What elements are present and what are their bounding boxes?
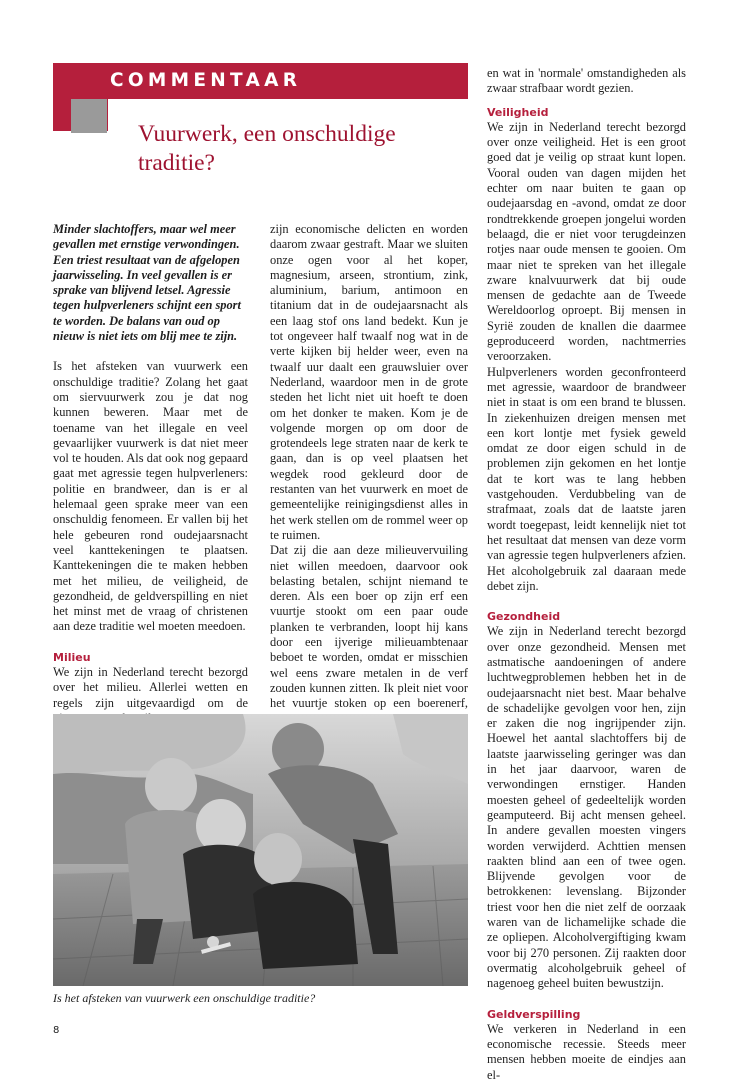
subheading-geldverspilling: Geldverspilling	[487, 1007, 581, 1021]
body-paragraph: zijn economische delicten en worden daarom zwaar gestraft. Maar we sluiten onze ogen voor al het koper, magnesium, arseen, strontium, zink, aluminium, barium, antimoon en titanium dat in de oudejaarsnacht als een laag stof ons land bedekt. Kun je tot ongeveer half twaalf nog wat in de verte kijken bij helder weer, even na twaalf uur daalt een grauwsluier over Nederland, waardoor men in de grote steden het licht niet uit hoeft te doen om het donker te maken. Kom je de volgende morgen op om door de grotendeels lege straten naar de kerk te gaan, dan is op veel plaatsen het wegdek rood gekleurd door de restanten van het vuurwerk en moet de gemeentelijke reinigingsdienst alles in het werk stellen om de rommel weer op te ruimen.	[270, 222, 468, 542]
body-paragraph: We zijn in Nederland terecht bezorgd over het milieu. Allerlei wetten en regels zijn uitgevaardigd om de	[53, 665, 248, 710]
article-photo	[53, 714, 468, 986]
body-paragraph: We zijn in Nederland terecht bezorgd over onze gezondheid. Mensen met astmatische aandoeningen of andere luchtwegproblemen hebben het in de oudejaarsnacht niet best. Maar behalve de schadelijke gevolgen voor hen, zijn er zaken die nog ingrijpender zijn. Hoewel het aantal slachtoffers bij de laatste jaarwisseling geringer was dan in het jaar daarvoor, waren de verwondingen ernstiger. Handen moesten geheel of gedeeltelijk worden geamputeerd. Bij acht mensen geheel. In andere gevallen moesten vingers worden verwijderd. Achttien mensen raakten blind aan een of twee ogen. Blijvende gevolgen voor de betrokkenen: levenslang. Bijzonder triest voor hen die niet zelf de oorzaak waren van de lichamelijke schade die ze opliepen. Alcoholvergiftiging kwam voor bij 270 personen. Zij raakten door overmatig alcoholgebruik geheel of nagenoeg geheel buiten bewustzijn.	[487, 624, 686, 991]
subheading-milieu: Milieu	[53, 650, 91, 664]
body-paragraph: en wat in 'normale' omstandigheden als zwaar strafbaar wordt gezien.	[487, 66, 686, 96]
body-paragraph: Hulpverleners worden geconfronteerd met agressie, waardoor de brandweer niet in staat is om een brand te blussen. In ziekenhuizen dreigen mensen met een kort lontje met fysiek geweld omdat ze door eigen schuld in de problemen zijn gekomen en het lontje dat te kort was te lang hebben vastgehouden. Verdubbeling van de strafmaat, zoals dat de laatste jaren wordt toegepast, leidt kennelijk niet tot het resultaat dat mensen van deze vorm van agressie tegen hulpverleners afzien. Het alcoholgebruik zal daaraan mede debet zijn.	[487, 364, 686, 593]
article-column-1	[53, 222, 248, 742]
photo-caption: Is het afsteken van vuurwerk een onschuldige traditie?	[53, 991, 316, 1005]
article-column-3	[487, 66, 686, 1083]
section-label: COMMENTAAR	[110, 70, 302, 91]
article-column-2	[270, 222, 468, 757]
photo-children-fireworks-illustration	[53, 714, 468, 986]
page-number: 8	[53, 1025, 60, 1036]
article-headline: Vuurwerk, een onschuldige traditie?	[138, 121, 396, 176]
body-paragraph: We verkeren in Nederland in een economische recessie. Steeds meer mensen hebben moeite de eindjes aan el-	[487, 1021, 686, 1082]
subheading-veiligheid: Veiligheid	[487, 105, 549, 119]
section-banner	[53, 63, 468, 99]
decor-grey-square	[71, 99, 107, 133]
body-paragraph: Is het afsteken van vuurwerk een onschuldige traditie? Zolang het gaat om siervuurwerk zou je dat nog kunnen beweren. Maar met de toename van het illegale en veel gevaarlijker vuurwerk is dat niet meer vol te houden. Als dat ook nog gepaard gaat met agressie tegen hulpverleners: politie en brandweer, dan is er al helemaal geen sprake meer van een onschuldig fenomeen. Er vallen bij het hele gebeuren rond oudejaarsnacht veel kanttekeningen te plaatsen. Kanttekeningen die te maken hebben met het milieu, de veiligheid, de gezondheid, de geldverspilling en niet het minst met de vraag of christenen aan deze traditie wel moeten meedoen.	[53, 359, 248, 634]
body-paragraph: Dat zij die aan deze milieuvervuiling niet willen meedoen, daarvoor ook belasting betalen, schijnt niemand te deren. Als een boer op zijn erf een vuurtje stookt om een paar oude planken te verbranden, loopt hij kans door een ijverige milieuambtenaar beboet te worden, omdat er misschien wel eens zware metalen in de verf zouden kunnen zitten. Ik pleit niet voor het vuurtje stoken op een boerenerf,	[270, 543, 468, 711]
intro-paragraph: Minder slachtoffers, maar wel meer gevallen met ernstige verwondingen. Een triest resultaat van de afgelopen jaarwisseling. In veel gevallen is er sprake van blijvend letsel. Agressie tegen hulpverleners schijnt een sport te worden. De balans van oud op nieuw is niet iets om blij mee te zijn.	[53, 222, 241, 344]
body-paragraph: We zijn in Nederland terecht bezorgd over onze veiligheid. Het is een groot goed dat je veilig op straat kunt lopen. Vooral ouden van dagen mijden het echter om naar buiten te gaan op oudejaarsdag en -avond, omdat ze door rondtrekkende groepen jongelui worden belaagd, die er niet voor terugdeinzen rotjes naar oude mensen te gooien. Om maar niet te spreken van het illegale zware knalvuurwerk dat bij oude mensen de gedachte aan de Tweede Wereldoorlog oproept. Bij mensen in Syrië zouden de knallen die daarmee geproduceerd worden, nachtmerries veroorzaken.	[487, 119, 686, 364]
subheading-gezondheid: Gezondheid	[487, 610, 561, 624]
